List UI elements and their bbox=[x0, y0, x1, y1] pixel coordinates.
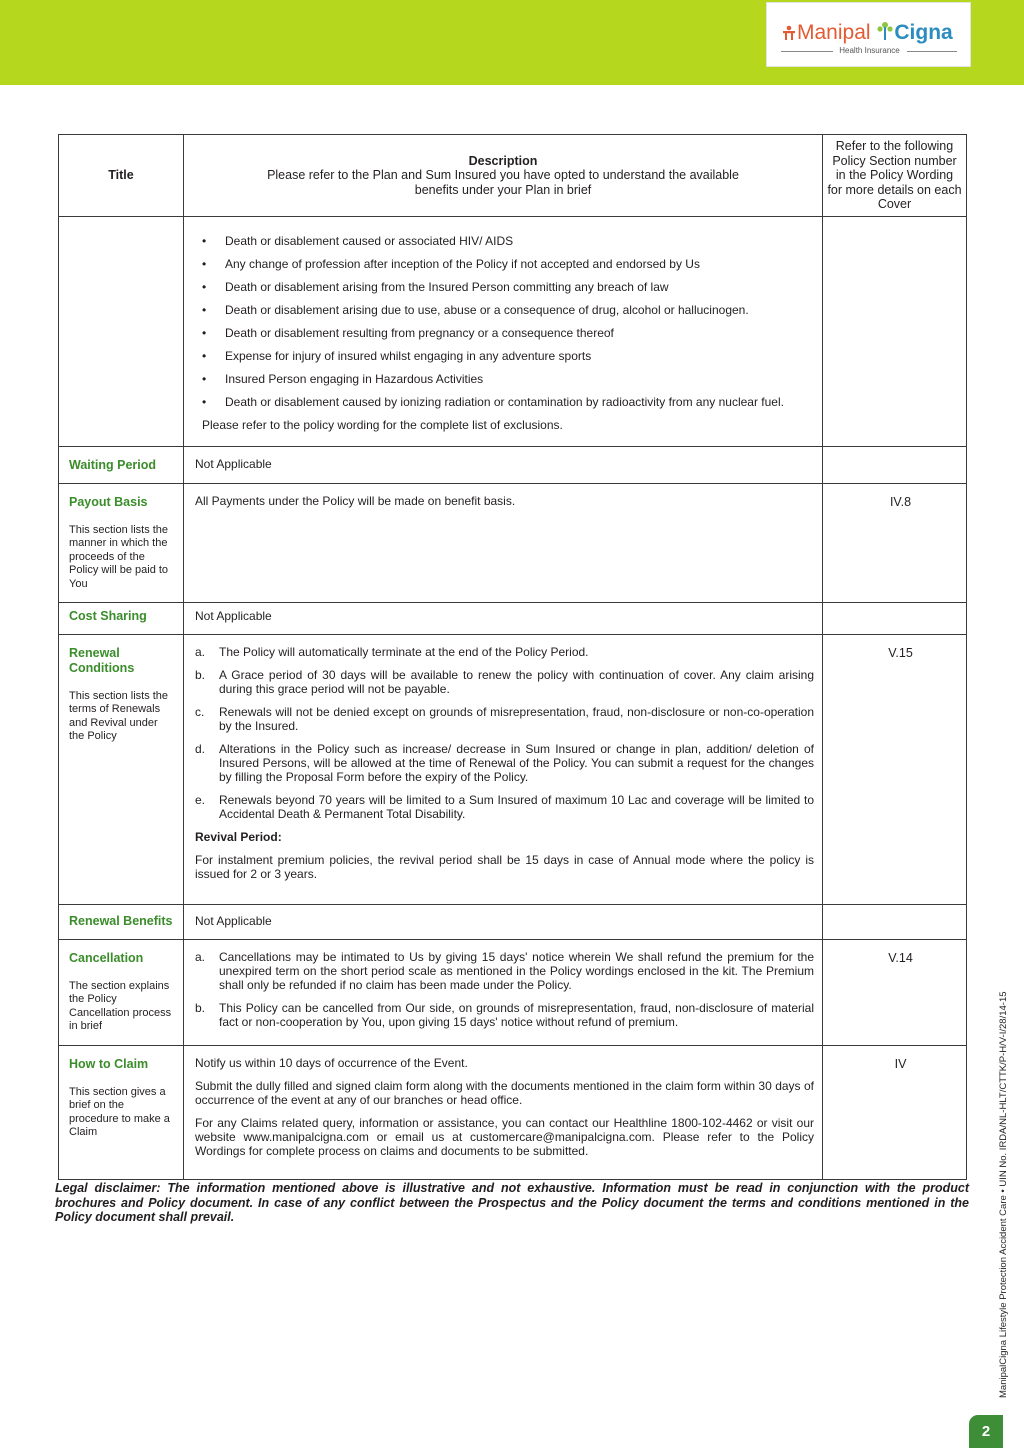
logo-cigna: Cigna bbox=[894, 21, 953, 44]
row-title: Payout Basis bbox=[69, 494, 148, 509]
list-marker: a. bbox=[195, 644, 206, 659]
row-title: Cost Sharing bbox=[69, 608, 147, 623]
list-marker: a. bbox=[195, 949, 206, 964]
table-row-cost-sharing bbox=[59, 602, 967, 634]
claim-paragraph: Submit the dully filled and signed claim form along with the documents mentioned in the claim form within 30 days of occurrence of the event at any of our branches or head office. bbox=[195, 1078, 814, 1107]
cancellation-desc-cell bbox=[184, 939, 823, 1045]
benefits-table bbox=[58, 134, 967, 1180]
logo-subtitle: Health Insurance bbox=[839, 46, 900, 55]
list-text: A Grace period of 30 days will be available to renew the policy with continuation of cover. Any claim arising during this grace period will not be payable. bbox=[219, 667, 814, 696]
table-row-exclusions bbox=[59, 216, 967, 446]
list-marker: b. bbox=[195, 667, 206, 682]
exclusions-list bbox=[195, 234, 814, 409]
list-marker: e. bbox=[195, 792, 206, 807]
waiting-period-ref-cell bbox=[823, 446, 967, 483]
row-desc: Not Applicable bbox=[195, 913, 272, 928]
row-title: How to Claim bbox=[69, 1056, 149, 1071]
renewal-benefits-title-cell bbox=[59, 904, 184, 939]
header-description-sub: Please refer to the Plan and Sum Insured you have opted to understand the available benefits under your Plan in brief bbox=[267, 168, 739, 197]
list-text: Renewals will not be denied except on grounds of misrepresentation, fraud, non-disclosure or non-co-operation by the Insured. bbox=[219, 704, 814, 733]
payout-basis-ref: IV.8 bbox=[823, 483, 967, 602]
header-description-title: Description bbox=[468, 153, 538, 168]
renewal-benefits-desc-cell bbox=[184, 904, 823, 939]
header-reference: Refer to the following Policy Section number in the Policy Wording for more details on each Cover bbox=[823, 135, 967, 217]
how-to-claim-desc-cell bbox=[184, 1045, 823, 1179]
cost-sharing-ref-cell bbox=[823, 602, 967, 634]
renewal-benefits-ref-cell bbox=[823, 904, 967, 939]
legal-disclaimer: Legal disclaimer: The information mentioned above is illustrative and not exhaustive. Information must be read in conjunction with the product brochures and Policy document. In case of any conflict between the Prospectus and the Policy document the terms and conditions mentioned in the Policy document shall prevail. bbox=[55, 1181, 969, 1224]
exclusions-ref-cell bbox=[823, 216, 967, 446]
claim-paragraph: For any Claims related query, information or assistance, you can contact our Healthline 1800-102-4462 or visit our website www.manipalcigna.com or email us at customercare@manipalcigna.com. Please refer to the Policy Wordings for complete process on claims and documents to be submitted. bbox=[195, 1115, 814, 1158]
row-title: Renewal Conditions bbox=[69, 645, 135, 675]
exclusions-note: Please refer to the policy wording for the complete list of exclusions. bbox=[202, 417, 563, 432]
row-note: This section gives a brief on the procedure to make a Claim bbox=[69, 1085, 170, 1138]
list-item bbox=[195, 705, 814, 733]
logo-wordmark bbox=[781, 21, 953, 47]
list-item bbox=[195, 793, 814, 821]
logo-manipal: Manipal bbox=[797, 21, 871, 44]
exclusions-title-cell bbox=[59, 216, 184, 446]
claim-paragraph: Notify us within 10 days of occurrence of the Event. bbox=[195, 1055, 468, 1070]
list-text: The Policy will automatically terminate at the end of the Policy Period. bbox=[219, 644, 589, 659]
table-row-cancellation bbox=[59, 939, 967, 1045]
list-marker: b. bbox=[195, 1000, 206, 1015]
uin-side-text: ManipalCigna Lifestyle Protection Accident Care • UIN No. IRDA/NL-HLT/CTTK/P-H/V-I/28/14-15 bbox=[998, 991, 1009, 1398]
list-item bbox=[195, 742, 814, 784]
logo-tree-icon bbox=[876, 21, 894, 47]
list-item bbox=[195, 645, 814, 659]
renewal-conditions-ref: V.15 bbox=[823, 634, 967, 904]
list-item: • Death or disablement caused or associated HIV/ AIDS bbox=[202, 234, 814, 248]
row-desc: Not Applicable bbox=[195, 608, 272, 623]
row-title: Waiting Period bbox=[69, 457, 157, 472]
renewal-conditions-title-cell bbox=[59, 634, 184, 904]
revival-period-text: For instalment premium policies, the revival period shall be 15 days in case of Annual mode where the policy is issued for 2 or 3 years. bbox=[195, 852, 814, 881]
list-item: • Death or disablement resulting from pregnancy or a consequence thereof bbox=[202, 326, 814, 340]
how-to-claim-title-cell bbox=[59, 1045, 184, 1179]
renewal-conditions-list bbox=[195, 645, 814, 821]
header-title: Title bbox=[59, 135, 184, 217]
list-marker: d. bbox=[195, 741, 206, 756]
renewal-conditions-desc-cell bbox=[184, 634, 823, 904]
list-item: • Expense for injury of insured whilst engaging in any adventure sports bbox=[202, 349, 814, 363]
cost-sharing-desc-cell bbox=[184, 602, 823, 634]
table-row-how-to-claim bbox=[59, 1045, 967, 1179]
list-item: • Any change of profession after inception of the Policy if not accepted and endorsed by Us bbox=[202, 257, 814, 271]
row-title: Cancellation bbox=[69, 950, 144, 965]
row-note: The section explains the Policy Cancellation process in brief bbox=[69, 979, 172, 1032]
page-number: 2 bbox=[969, 1415, 1003, 1448]
list-text: Cancellations may be intimated to Us by giving 15 days' notice wherein We shall refund the premium for the unexpired term on the short period scale as mentioned in the Policy wordings enclosed in the kit. The Premium shall only be refunded if no claim has been made under the Policy. bbox=[219, 949, 814, 992]
row-note: This section lists the terms of Renewals and Revival under the Policy bbox=[69, 689, 169, 742]
row-desc: All Payments under the Policy will be made on benefit basis. bbox=[195, 493, 516, 508]
how-to-claim-ref: IV bbox=[823, 1045, 967, 1179]
revival-period-heading: Revival Period: bbox=[195, 829, 282, 844]
payout-basis-title-cell bbox=[59, 483, 184, 602]
cost-sharing-title-cell bbox=[59, 602, 184, 634]
list-item: • Death or disablement caused by ionizing radiation or contamination by radioactivity from any nuclear fuel. bbox=[202, 395, 814, 409]
logo-person-icon bbox=[781, 23, 797, 47]
exclusions-desc-cell bbox=[184, 216, 823, 446]
list-item bbox=[195, 668, 814, 696]
table-header-row bbox=[59, 135, 967, 217]
table-row-renewal-benefits bbox=[59, 904, 967, 939]
header-description bbox=[184, 135, 823, 217]
list-text: Alterations in the Policy such as increase/ decrease in Sum Insured or change in plan, addition/ deletion of Insured Persons, will be allowed at the time of Renewal of the Policy. You can submit a request for the changes by filling the Proposal Form before the expiry of the Policy. bbox=[219, 741, 814, 784]
row-title: Renewal Benefits bbox=[69, 913, 173, 928]
list-item bbox=[195, 1001, 814, 1029]
list-item: • Insured Person engaging in Hazardous Activities bbox=[202, 372, 814, 386]
table-row-payout-basis bbox=[59, 483, 967, 602]
list-item: • Death or disablement arising from the Insured Person committing any breach of law bbox=[202, 280, 814, 294]
list-marker: c. bbox=[195, 704, 205, 719]
row-note: This section lists the manner in which the proceeds of the Policy will be paid to You bbox=[69, 523, 169, 590]
row-desc: Not Applicable bbox=[195, 456, 272, 471]
list-text: This Policy can be cancelled from Our side, on grounds of misrepresentation, fraud, non-disclosure of material fact or non-cooperation by You, upon giving 15 days' notice without refund of premium. bbox=[219, 1000, 814, 1029]
list-item bbox=[195, 950, 814, 992]
waiting-period-desc-cell bbox=[184, 446, 823, 483]
waiting-period-title-cell bbox=[59, 446, 184, 483]
payout-basis-desc-cell bbox=[184, 483, 823, 602]
list-text: Renewals beyond 70 years will be limited to a Sum Insured of maximum 10 Lac and coverage will be limited to Accidental Death & Permanent Total Disability. bbox=[219, 792, 814, 821]
cancellation-title-cell bbox=[59, 939, 184, 1045]
cancellation-list bbox=[195, 950, 814, 1029]
table-row-renewal-conditions bbox=[59, 634, 967, 904]
table-row-waiting-period bbox=[59, 446, 967, 483]
list-item: • Death or disablement arising due to use, abuse or a consequence of drug, alcohol or hallucinogen. bbox=[202, 303, 814, 317]
cancellation-ref: V.14 bbox=[823, 939, 967, 1045]
company-logo bbox=[766, 2, 971, 67]
